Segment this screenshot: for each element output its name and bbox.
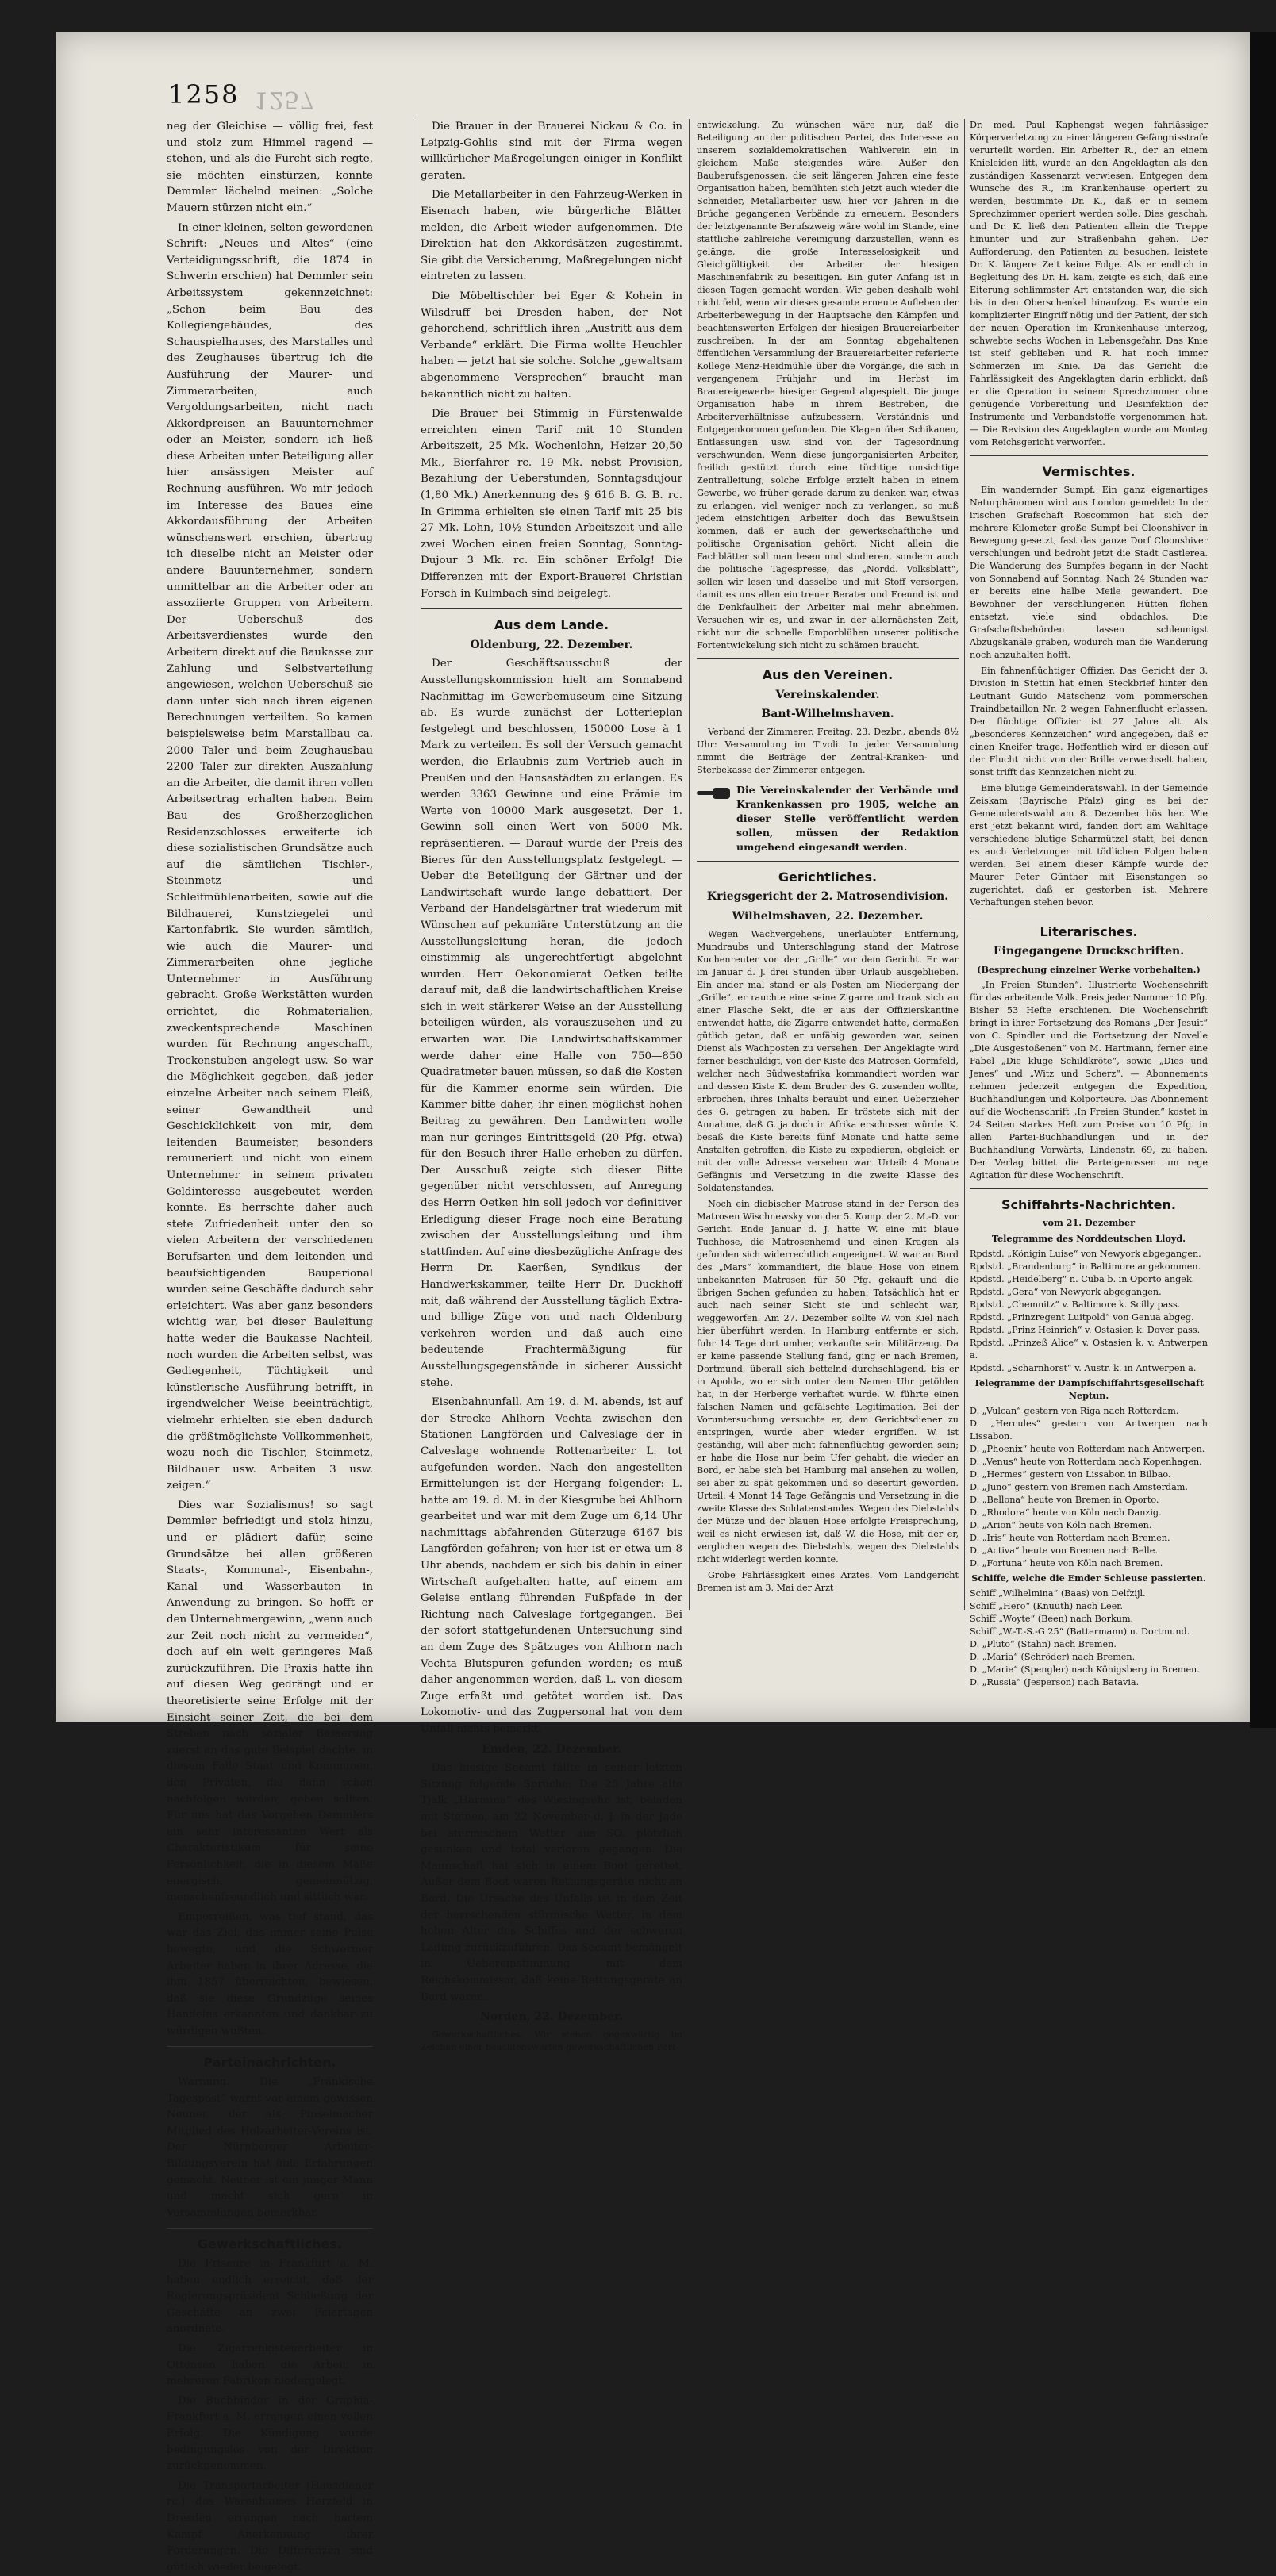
column-rule xyxy=(689,119,690,1610)
ship-entry: D. „Maria“ (Schröder) nach Bremen. xyxy=(970,1652,1136,1663)
column-3 xyxy=(697,119,959,1610)
ship-entry: D. „Hercules“ gestern von Antwerpen nach Lissabon. xyxy=(970,1419,1208,1442)
news-item: Die Zigarrenkistenarbeiter in Ottensen haben die Arbeit in mehreren Fabriken niedergelegt. xyxy=(167,2342,373,2388)
news-item: Die Buchbinder in der Graphia-Frankfurt a. M. errangen einen vollen Erfolg. Die Kündigung wurde bedingungslos von der Direktion zurückgenommen. xyxy=(167,2394,373,2473)
ship-entry: Schiff „W.-T.-S.-G 25“ (Battermann) n. Dortmund. xyxy=(970,1626,1190,1637)
ship-entry: Rpdstd. „Gera“ von Newyork abgegangen. xyxy=(970,1287,1162,1298)
ship-entry: Rpdstd. „Brandenburg“ in Baltimore angekommen. xyxy=(970,1261,1201,1273)
ship-entry: Rpdstd. „Chemnitz“ v. Baltimore k. Scilly pass. xyxy=(970,1300,1181,1311)
news-item: Eisenbahnunfall. Am 19. d. M. abends, ist auf der Strecke Ahlhorn—Vechta zwischen den Stationen Langförden und Calveslage der in Calveslage wohnende Rottenarbeiter L. tot aufgefunden worden. Nach den angestellten Ermittelungen ist der Hergang folgender: L. hatte am 19. d. M. in der Kiesgrube bei Ahlhorn gearbeitet und war mit dem Zuge um 6,14 Uhr nachmittags abfahrenden Güterzuge 6167 bis Langförden gefahren; von hier ist er etwa um 8 Uhr abends, nachdem er sich bis dahin in einer Wirtschaft aufgehalten hatte, auf einem am Geleise entlang führenden Fußpfade in der Richtung nach Calveslage fortgegangen. Bei der sofort stattgefundenen Untersuchung sind an dem Zuge des Spätzuges von Ahlhorn nach Vechta Blutspuren gefunden worden; es muß daher angenommen werden, daß L. von diesem Zuge erfaßt und getötet worden ist. Das Lokomotiv- und das Zugpersonal hat von dem Unfall nichts bemerkt. xyxy=(421,1396,682,1735)
news-item: Ein fahnenflüchtiger Offizier. Das Gericht der 3. Division in Stettin hat einen Steckbrief hinter den Leutnant Guido Matschenz vom pommerschen Traindbataillon Nr. 2 wegen Fahnenflucht erlassen. Der flüchtige Offizier ist 27 Jahre alt. Als „besonderes Kennzeichen“ wird angegeben, daß er einen Kneifer trage. Hoffentlich wird er diesen auf der Flucht nicht von der Brille verwechselt haben, sonst trifft das Kennzeichen nicht zu. xyxy=(970,665,1208,777)
ship-list-neptun xyxy=(970,1405,1208,1570)
ship-entry: Rpdstd. „Prinzeß Alice“ v. Ostasien k. v. Antwerpen a. xyxy=(970,1338,1208,1361)
news-item: Das hiesige Seeamt fällte in seiner letzten Sitzung folgende Sprüche: Die 25 Jahre alte Tjalk „Harmina“ des Wiesingsehn ist, beladen mit Steinen, am 22 November d. J. in der Jade bei stürmischem Wetter aus SO. plötzlich gesunken und total verloren gegangen. Die Mannschaft hat sich in einem Boot gerettet. Außer dem Boot waren Rettungsgeräte nicht an Bord. Die Ursache des Unfalls ist in dem Zeit der herrschenden stürmische Wetter, in dem hohen Alter des Schiffes und der schweren Ladung zurückzuführen. Das Seeamt bemängelt in Uebereinstimmung mit dem Reichskommissar, daß keine Rettungsgeräte an Bord waren. xyxy=(421,1762,682,2003)
ship-entry: D. „Iris“ heute von Rotterdam nach Bremen. xyxy=(970,1533,1170,1544)
dateline: Oldenburg, 22. Dezember. xyxy=(470,638,633,651)
subheading: Schiffe, welche die Emder Schleuse passierten. xyxy=(971,1572,1206,1584)
page-number: 1258 xyxy=(168,79,240,109)
section-divider xyxy=(970,455,1208,456)
section-divider xyxy=(167,2228,373,2229)
column-rule xyxy=(964,119,965,1610)
ship-entry: Rpdstd. „Prinzregent Luitpold“ von Genua abgeg. xyxy=(970,1312,1194,1323)
section-heading: Schiffahrts-Nachrichten. xyxy=(1001,1196,1176,1212)
section-heading: Aus dem Lande. xyxy=(494,617,609,633)
subheading: vom 21. Dezember xyxy=(1042,1217,1136,1229)
ship-entry: Schiff „Hero“ (Knuuth) nach Leer. xyxy=(970,1601,1123,1612)
section-heading: Parteinachrichten. xyxy=(203,2055,336,2071)
subheading: Telegramme der Dampfschiffahrtsgesellschaft Neptun. xyxy=(973,1377,1205,1402)
news-item: Die Metallarbeiter in den Fahrzeug-Werken in Eisenach haben, wie bürgerliche Blätter melden, die Arbeit wieder aufgenommen. Die Direktion hat den Akkordsätzen zugestimmt. Sie gibt die Versicherung, Maßregelungen nicht eintreten zu lassen. xyxy=(421,189,682,283)
ship-entry: D. „Rhodora“ heute von Köln nach Danzig. xyxy=(970,1507,1162,1518)
section-divider xyxy=(167,2046,373,2047)
ship-entry: Rpdstd. „Prinz Heinrich“ v. Ostasien k. Dover pass. xyxy=(970,1325,1201,1336)
ship-entry: D. „Pluto“ (Stahn) nach Bremen. xyxy=(970,1639,1116,1650)
ship-entry: Rpdstd. „Heidelberg“ n. Cuba b. in Oporto angek. xyxy=(970,1274,1195,1285)
news-item: Noch ein diebischer Matrose stand in der Person des Matrosen Wischnewsky von der 5. Komp. der 2. M.-D. vor Gericht. Ende Januar d. J. hatte W. eine mit blaue Tuchhose, die Matrosenhemd und einen Kragen als gefunden sich widerrechtlich angeeignet. W. war an Bord des „Mars“ kommandiert, die blaue Hose von einem unbekannten Matrosen für 50 Pfg. gekauft und die übrigen Sachen gefunden zu haben. Tatsächlich hat er auch nach seiner Sicht sie und schlecht war, weggeworfen. Am 27. Dezember sollte W. von Kiel nach hier überführt werden. In Hamburg entfernte er sich, fuhr 14 Tage dort umher, verkaufte sein Militärzeug. Da er keine passende Stellung fand, ging er nach Bremen, Dortmund, überall sich bettelnd durchschlagend, bis er in Apolda, wo er sich unter dem Namen Uhr getöhlen hat, in der Herberge verhaftet wurde. W. führte einen falschen Namen und gefälschte Legitimation. Bei der Voruntersuchung versuchte er, dem Gerichtsdiener zu entspringen, wurde aber wieder ergriffen. W. ist geständig, will aber nicht fahnenflüchtig geworden sein; er habe die Hose nur beim Ufer gehabt, die wieder an Bord, er habe sich bei Hamburg mal ansehen zu wollen, sei aber zu spät gekommen und so desertirt geworden. Urteil: 4 Monat 14 Tage Gefängnis und Versetzung in die zweite Klasse des Soldatenstandes. Wegen des Diebstahls der Mütze und der blauen Hose erfolgte Freisprechung, weil es nicht erwiesen ist, daß W. die Hose, mit der er, verglichen wegen des Diebstahls, wegen des Diebstahls nicht widerlegt werden konnte. xyxy=(697,1198,959,1564)
section-divider xyxy=(697,658,959,659)
news-item: „In Freien Stunden“. Illustrierte Wochenschrift für das arbeitende Volk. Preis jeder Nummer 10 Pfg. Bisher 53 Hefte erschienen. Die Wochenschrift bringt in ihrer Fortsetzung des Romans „Der Jesuit“ von C. Spindler und die Fortsetzung der Novelle „Die Ausgestoßenen“ von M. Hartmann, ferner eine Fabel „Die kluge Schildkröte“, sowie „Dies und Jenes“ und „Witz und Scherz“. — Abonnements nehmen jederzeit entgegen die Expedition, Buchhandlungen und Kolporteure. Das Abonnement auf die Wochenschrift „In Freien Stunden“ kostet in 24 Seiten starkes Heft zum Preise von 10 Pfg. in allen Partei-Buchhandlungen und in der Buchhandlung Vorwärts, Lindenstr. 69, zu haben. Der Verlag bittet die Parteigenossen um rege Agitation für diese Wochenschrift. xyxy=(970,979,1208,1181)
section-heading: Gerichtliches. xyxy=(778,869,878,885)
ship-entry: D. „Vulcan“ gestern von Riga nach Rotterdam. xyxy=(970,1406,1179,1417)
news-item: Die Möbeltischler bei Eger & Kohein in Wilsdruff bei Dresden haben, der Not gehorchend, schriftlich ihren „Austritt aus dem Verbande“ erklärt. Die Firma wollte Heuchler haben — jetzt hat sie solche. Solche „gewaltsam abgenommene Versprechen“ braucht man bekanntlich nicht zu halten. xyxy=(421,290,682,401)
news-item: entwickelung. Zu wünschen wäre nur, daß die Beteiligung an der politischen Partei, das Interesse an unserem sozialdemokratischen Wahlverein ein in gleichem Maße steigendes wäre. Außer den Bauberufsgenossen, die seit längeren Jahren eine feste Organisation haben, bemühten sich jetzt auch wieder die Schneider, Metallarbeiter usw. hier vor Jahren in die Brüche gegangenen Verbände zu erneuern. Besonders der letztgenannte Berufszweig wäre wohl im Stande, eine stattliche zahlreiche Vereinigung darzustellen, wenn es gelänge, die große Interesselosigkeit und Gleichgültigkeit der Arbeiter der hiesigen Maschinenfabrik zu beseitigen. Ein guter Anfang ist in diesen Tagen gemacht worden. Wir geben deshalb wohl nicht fehl, wenn wir dieses gesamte erneute Aufleben der Arbeiterbewegung in der Hauptsache den Kämpfen und beachtenswerten Erfolgen der hiesigen Brauereiarbeiter zuschreiben. In der am Sonntag abgehaltenen öffentlichen Versammlung der Brauereiarbeiter referierte Kollege Menz-Heidmühle über die Vorgänge, die sich in vergangenem Frühjahr und im Herbst im Brauereigewerbe hiesiger Gegend abgespielt. Die junge Organisation habe in ihrem Bestreben, die Arbeiterverhältnisse aufzubessern, Verständnis und Entgegenkommen gefunden. Die Klagen über Schikanen, Entlassungen usw. sind von der Tagesordnung verschwunden. Wenn diese jungorganisierten Arbeiter, freilich gestützt durch eine tüchtige umsichtige Zentralleitung, solche Erfolge erzielt haben in einem Gewerbe, wo früher gerade darum zu denken war, etwas zu erlangen, viel weniger noch zu verlangen, so muß jedem einsichtigen Arbeiter doch das Bewußtsein kommen, daß er auch der gewerkschaftliche und politische Organisation gehört. Nicht allein die Fachblätter soll man lesen und studieren, sondern auch die politische Tagespresse, das „Nordd. Volksblatt“, sollen wir lesen und dasselbe und mit Stoff versorgen, damit es uns allen ein treuer Berater und Freund ist und die Denkfaulheit der Arbeiter mal mehr abnehmen. Versuchen wir es, und zwar in der allernächsten Zeit, nicht nur die schnelle Emporblühen unserer politische Fortentwickelung sich nicht zu schämen braucht. xyxy=(697,120,959,651)
ship-entry: D. „Activa“ heute von Bremen nach Belle. xyxy=(970,1545,1158,1557)
news-item: Dr. med. Paul Kaphengst wegen fahrlässiger Körperverletzung zu einer längeren Gefängnisstrafe verurteilt worden. Ein Arbeiter R., der an einem Knieleiden litt, wurde an den Angeklagten als den zuständigen Kassenarzt verwiesen. Entgegen dem Wunsche des R., im Krankenhause operiert zu werden, bestimmte Dr. K., daß er in seinem Sprechzimmer operiert werden solle. Dies geschah, und Dr. K. ließ den Patienten allein die Treppe hinunter und zur Straßenbahn gehen. Der Aufforderung, den Patienten zu besuchen, leistete Dr. K. längere Zeit keine Folge. Als er endlich in Begleitung des Dr. H. kam, zeigte es sich, daß eine Eiterung schlimmster Art entstanden war, die sich bis in den Oberschenkel hinaufzog. Es wurde ein komplizierter Eingriff nötig und der Patient, der sich der neuen Operation im Krankenhause unterzog, schwebte sechs Wochen in Lebensgefahr. Das Knie ist steif geblieben und R. hat noch immer Schmerzen im Knie. Da das Gericht die Fahrlässigkeit des Angeklagten darin erblickt, daß er die Operation in seinem Sprechzimmer ohne genügende Vorbereitung und Desinfektion der Instrumente und Verbandstoffe vorgenommen hat. — Die Revision des Angeklagten wurde am Montag vom Reichsgericht verworfen. xyxy=(970,120,1208,447)
news-item: Grobe Fahrlässigkeit eines Arztes. Vom Landgericht Bremen ist am 3. Mai der Arzt xyxy=(697,1569,959,1593)
ship-entry: Schiff „Wilhelmina“ (Baas) von Delfzijl. xyxy=(970,1588,1146,1599)
ship-entry: Rpdstd. „Königin Luise“ von Newyork abgegangen. xyxy=(970,1249,1201,1260)
news-item: Ein wandernder Sumpf. Ein ganz eigenartiges Naturphänomen wird aus London gemeldet: In der irischen Grafschaft Roscommon hat sich der mehrere Kilometer große Sumpf bei Cloonshiver in Bewegung gesetzt, fast das ganze Dorf Cloonshiver verschlungen und bedroht jetzt die Stadt Castlerea. Die Wanderung des Sumpfes begann in der Nacht von Sonnabend auf Sonntag. Nach 24 Stunden war er bereits eine halbe Meile gewandert. Die Bewohner der verschlungenen Hütten flohen entsetzt, viele sind obdachlos. Die Grafschaftsbehörden lassen schleunigst Abzugskanäle graben, wodurch man die Wanderung noch anzuhalten hofft. xyxy=(970,484,1208,660)
ship-entry: D. „Marie“ (Spengler) nach Königsberg in Bremen. xyxy=(970,1664,1200,1676)
column-1 xyxy=(167,119,373,2574)
dateline: Norden, 22. Dezember. xyxy=(480,2010,623,2024)
notice-text: Die Vereinskalender der Verbände und Krankenkassen pro 1905, welche an dieser Stelle veröffentlicht werden sollen, müssen der Redaktion umgehend eingesandt werden. xyxy=(736,783,959,853)
column-2 xyxy=(421,119,682,2052)
section-divider xyxy=(421,608,682,609)
ship-list-emden xyxy=(970,1587,1208,1689)
article-paragraph: Dies war Sozialismus! so sagt Demmler befriedigt und stolz hinzu, und er plädiert dafür, seine Grundsätze bei allen größeren Staats-, Kommunal-, Eisenbahn-, Kanal- und Wasserbauten in Anwendung zu bringen. So hofft er den Unternehmergewinn, „wenn auch zur Zeit noch nicht zu vermeiden“, doch auf ein weit geringeres Maß zurückzuführen. Die Praxis hatte ihn auf diesen Weg gedrängt und er theoretisierte seine Erfolge mit der Einsicht seiner Zeit, die bei dem Streben nach sozialer Besserung zuerst an das gute Beispiel dachte, in diesem Falle Staat und Kommunen, den Privaten, die dann schon nachfolgen würden, geben sollten. Für uns hat das Vorgehen Demmlers ein sehr interessanten Wert als Charakteristikum für seine Persönlichkeit, die in diesem Maße energisch, gemeinnützig, menschenfreundlich und sittlich war. xyxy=(167,1499,373,1904)
dateline: Emden, 22. Dezember. xyxy=(482,1742,621,1756)
editorial-notice xyxy=(697,783,959,854)
news-item: Der Geschäftsausschuß der Ausstellungskommission hielt am Sonnabend Nachmittag im Gewerbemuseum eine Sitzung ab. Es wurde zunächst der Lotterieplan festgelegt und beschlossen, 150000 Lose à 1 Mark zu verteilen. Es soll der Versuch gemacht werden, die Erlaubnis zum Vertrieb auch in Preußen und den Hansastädten zu erlangen. Es werden 3363 Gewinne und eine Prämie im Werte von 10000 Mark ausgesetzt. Der 1. Gewinn soll einen Wert von 5000 Mk. repräsentieren. — Darauf wurde der Preis des Bieres für den Ausstellungsplatz festgelegt. — Ueber die Beteiligung der Gärtner und der Landwirtschaft wurde lange debattiert. Der Verband der Handelsgärtner trat wiederum mit Wünschen auf pekuniäre Unterstützung an die Ausstellungsleitung heran, die jedoch einstimmig als ungerechtfertigt abgelehnt wurden. Herr Oekonomierat Oetken teilte darauf mit, daß die landwirtschaftlichen Kreise sich in weit stärkerer Weise an der Ausstellung beteiligen würden, als vorauszusehen und zu erwarten war. Die Landwirtschaftskammer werde daher eine Halle von 750—850 Quadratmeter bauen müssen, so daß die Kosten für die Kammer enorme sein würden. Die Kammer bitte daher, ihr einen möglichst hohen Beitrag zu gewähren. Den Landwirten wolle man nur geringes Eintrittsgeld (20 Pfg. etwa) für den Besuch ihrer Halle erheben zu dürfen. Der Ausschuß zeigte sich dieser Bitte gegenüber nicht verschlossen, auf Anregung des Herrn Oetken hin soll jedoch vor definitiver Erledigung dieser Frage noch eine Beratung zwischen der Ausstellungsleitung und ihm stattfinden. Auf eine diesbezügliche Anfrage des Herrn Dr. Kaerßen, Syndikus der Handwerkskammer, teilte Herr Dr. Duckhoff mit, daß während der Ausstellung täglich Extra- und billige Züge von und nach Oldenburg verkehren werden und daß auch eine bedeutende Frachtermäßigung für Ausstellungsgegenstände in sicherer Aussicht stehe. xyxy=(421,658,682,1389)
section-heading: Gewerkschaftliches. xyxy=(197,2236,343,2252)
news-item: Die Brauer bei Stimmig in Fürstenwalde erreichten einen Tarif mit 10 Stunden Arbeitszeit, 25 Mk. Wochenlohn, Heizer 20,50 Mk., Bierfahrer rc. 19 Mk. nebst Provision, Bezahlung der Ueberstunden, Sonntagsdujour (1,80 Mk.) Anerkennung des § 616 B. G. B. rc. In Grimma erhielten sie einen Tarif mit 25 bis 27 Mk. Lohn, 10½ Stunden Arbeitszeit und alle zwei Wochen einen freien Sonntag, Sonntag-Dujour 3 Mk. rc. Ein schöner Erfolg! Die Differenzen mit der Export-Brauerei Christian Forsch in Kulmbach sind beigelegt. xyxy=(421,408,682,600)
section-heading: Aus den Vereinen. xyxy=(762,667,894,682)
ship-entry: Schiff „Woyte“ (Been) nach Borkum. xyxy=(970,1614,1134,1625)
ship-entry: D. „Bellona“ heute von Bremen in Oporto. xyxy=(970,1495,1159,1506)
ship-entry: D. „Hermes“ gestern von Lissabon in Bilbao. xyxy=(970,1469,1171,1480)
ship-entry: D. „Russia“ (Jesperson) nach Batavia. xyxy=(970,1677,1140,1688)
subheading: Telegramme des Norddeutschen Lloyd. xyxy=(991,1233,1186,1245)
subheading: Bant-Wilhelmshaven. xyxy=(761,708,894,721)
ship-entry: D. „Arion“ heute von Köln nach Bremen. xyxy=(970,1520,1152,1531)
subheading: Vereinskalender. xyxy=(775,688,880,701)
ship-entry: Rpdstd. „Scharnhorst“ v. Austr. k. in Antwerpen a. xyxy=(970,1363,1197,1374)
section-divider xyxy=(697,861,959,862)
ship-entry: D. „Venus“ heute von Rotterdam nach Kopenhagen. xyxy=(970,1457,1202,1468)
article-paragraph: In einer kleinen, selten gewordenen Schrift: „Neues und Altes“ (eine Verteidigungsschrift, die 1874 in Schwerin erschien) hat Demmler sein Arbeitssystem gekennzeichnet: „Schon beim Bau des Kollegiengebäudes, des Schauspielhauses, des Marstalles und des Zeughauses übertrug ich die Ausführung der Maurer- und Zimmerarbeiten, auch Vergoldungsarbeiten, nicht nach Akkordpreisen an Bauunternehmer oder an Meister, sondern ich ließ diese Arbeiten unter Beteiligung aller hier ansässigen Meister auf Rechnung ausführen. Wo mir jedoch im Interesse des Baues eine Akkordausführung der Arbeiten wünschenswert erschien, übertrug ich dieselbe nicht an Meister oder andere Bauunternehmer, sondern unmittelbar an die Arbeiter oder an assoziierte Gruppen von Arbeitern. Der Ueberschuß des Arbeitsverdienstes wurde den Arbeitern direkt auf die Baukasse zur Zahlung und Selbstverteilung angewiesen, welchen Ueberschuß sie dann unter sich nach ihren eigenen Berechnungen verteilten. So kamen beispielsweise beim Marstallbau ca. 2000 Taler und beim Zeughausbau 2200 Taler zur direkten Auszahlung an die Arbeiter, die damit ihren vollen Arbeitsertrag erhalten haben. Beim Bau des Großherzoglichen Residenzschlosses erweiterte ich diese sozialistischen Grundsätze auch auf die sämtlichen Tischler-, Steinmetz- und Schleifmühlenarbeiten, sowie auf die Bildhauerei, Kunstziegelei und Kartonfabrik. Sie wurden sämtlich, wie auch die Maurer- und Zimmerarbeiten ohne jegliche Unternehmer in Ausführung gebracht. Große Werkstätten wurden errichtet, die Rohmaterialien, zweckentsprechende Maschinen wurden für Rechnung angeschafft, Trockenstuben angelegt usw. So war die Möglichkeit gegeben, daß jeder einzelne Arbeiter nach seinem Fleiß, seiner Gewandtheit und Geschicklichkeit von mir, dem leitenden Baumeister, besonders remuneriert und nicht von einem Unternehmer in seinem privaten Geldinteresse ausgebeutet werden konnte. Es herrschte daher auch stete Zufriedenheit unter den so vielen Arbeitern der verschiedenen Berufsarten und dem leitenden und beaufsichtigenden Bauperional wurden seine Geschäfte dadurch sehr erleichtert. Was aber ganz besonders wichtig war, bei dieser Bauleitung hatte weder die Baukasse Nachteil, noch wurden die Arbeiten selbst, was Gediegenheit, Tüchtigkeit und künstlerische Ausführung betrifft, in irgendwelcher Weise beeinträchtigt, vielmehr erhielten sie eben dadurch die größtmöglichste Vollkommenheit, wozu noch die Tischler, Steinmetz, Bildhauer usw. Arbeiten 3 usw. zeigen.“ xyxy=(167,221,373,1492)
subheading: (Besprechung einzelner Werke vorbehalten.) xyxy=(977,963,1201,975)
subheading: Kriegsgericht der 2. Matrosendivision. xyxy=(706,890,949,904)
calendar-entry: Verband der Zimmerer. Freitag, 23. Dezbr., abends 8½ Uhr: Versammlung im Tivoli. In jeder Versammlung nimmt die Beiträge der Zentral-Kranken- und Sterbekasse der Zimmerer entgegen. xyxy=(697,726,959,775)
ship-entry: D. „Juno“ gestern von Bremen nach Amsterdam. xyxy=(970,1482,1188,1493)
section-divider xyxy=(970,1188,1208,1189)
ship-list-lloyd xyxy=(970,1248,1208,1375)
pointing-hand-icon xyxy=(697,786,732,800)
news-item: Die Friseure in Frankfurt a. M. haben endlich erreicht, daß der Regierungspräsident Schließung der Geschäfte an zwei Feiertagen anordnete. xyxy=(167,2258,373,2336)
subheading: Eingegangene Druckschriften. xyxy=(993,945,1185,958)
section-heading: Literarisches. xyxy=(1040,923,1138,939)
news-item: Die Transportarbeiter (Hausdiener rc.) des Warenhauses Herzfeld in Dresden errangen nach hartem Kampf Anerkennung ihrer Forderungen. Die Differenzen sind gütlich wieder beigelegt. xyxy=(167,2479,373,2574)
ship-entry: D. „Phoenix“ heute von Rotterdam nach Antwerpen. xyxy=(970,1444,1205,1455)
news-item: Wegen Wachvergehens, unerlaubter Entfernung, Mundraubs und Unterschlagung stand der Matrose Kuchenreuter von der „Grille“ vor dem Gericht. Er war im Januar d. J. drei Stunden über Urlaub ausgeblieben. Ein ander mal stand er als Posten am Niedergang der „Grille“, er rauchte eine seine Zigarre und trank sich an einer Flasche Sekt, die er aus der Offizierskantine entwendet hatte, die Zigarre entwendet hatte, dermaßen gütlich getan, daß er unfähig geworden war, seinen Dienst als Wachposten zu versehen. Der Angeklagte wird ferner beschuldigt, von der Kiste des Matrosen Gormfeld, welcher nach Südwestafrika kommandiert worden war und dessen Kiste K. dem Bruder des G. zusenden wollte, erbrochen, ihres Inhalts beraubt und einen Ueberzieher des G. getragen zu haben. Er tröstete sich mit der Annahme, daß G. ja doch in Afrika erschossen würde. K. besaß die Kiste bereits fünf Monate und hatte seine Anstalten getroffen, die Kiste zu expedieren, obgleich er mit der volle Adresse versehen war. Urteil: 4 Monate Gefängnis und Versetzung in die zweite Klasse des Soldatenstandes. xyxy=(697,928,959,1193)
news-item: Eine blutige Gemeinderatswahl. In der Gemeinde Zeiskam (Bayrische Pfalz) ging es bei der Gemeinderatswahl am 8. Dezember bös her. Wie erst jetzt bekannt wird, fanden dort am Wahltage verschiedene blutige Scharmützel statt, bei denen es auch Verletzungen mit tödlichen Folgen haben werden. Bei einem dieser Kämpfe wurde der Maurer Peter Günther mit Eisenstangen so zugerichtet, daß er gestorben ist. Mehrere Verhaftungen stehen bevor. xyxy=(970,782,1208,908)
column-4 xyxy=(970,119,1208,1688)
news-item: Die Brauer in der Brauerei Nickau & Co. in Leipzig-Gohlis sind mit der Firma wegen willkürlicher Maßregelungen einiger in Konflikt geraten. xyxy=(421,121,682,182)
show-through-page-number: 1257 xyxy=(254,86,315,113)
news-item: Gewerkschaftliches. Wir stehen gegenwärtig im Zeichen einer beachtenswerten gewerkschaftlichen Fort- xyxy=(421,2029,682,2052)
page-edge-shadow xyxy=(1250,32,1276,1728)
article-paragraph: neg der Gleichise — völlig frei, fest und stolz zum Himmel ragend — stehen, und als die Furcht sich regte, sie möchten einstürzen, konnte Demmler lächelnd meinen: „Solche Mauern stürzen nicht ein.“ xyxy=(167,121,373,214)
ship-entry: D. „Fortuna“ heute von Köln nach Bremen. xyxy=(970,1558,1163,1569)
article-paragraph: Emporreißen, was tief stand, das war das Ziel, das immer seine Pulse bewegte, und die Schweriner Arbeiter haben in ihrer Adresse, die ihm 1857 überreichten, bewiesen, daß sie diese Grundzüge seines Handelns erkannten und dankbar zu würdigen wußten. xyxy=(167,1910,373,2037)
section-heading: Vermischtes. xyxy=(1042,464,1136,479)
news-item: Warnung. Die „Fränkische Tagespost“ warnt vor einem gewissen Neuner, der als Pinselmacher Mitglied des Holzarbeiter-Vereins ist. Der Nürnberger Arbeiter-Bildungsverein hat üble Erfahrungen gemacht. Neuner ist ein junger Mann und macht sich gern in Versammlungen bemerkbar. xyxy=(167,2076,373,2219)
dateline: Wilhelmshaven, 22. Dezember. xyxy=(732,909,924,923)
